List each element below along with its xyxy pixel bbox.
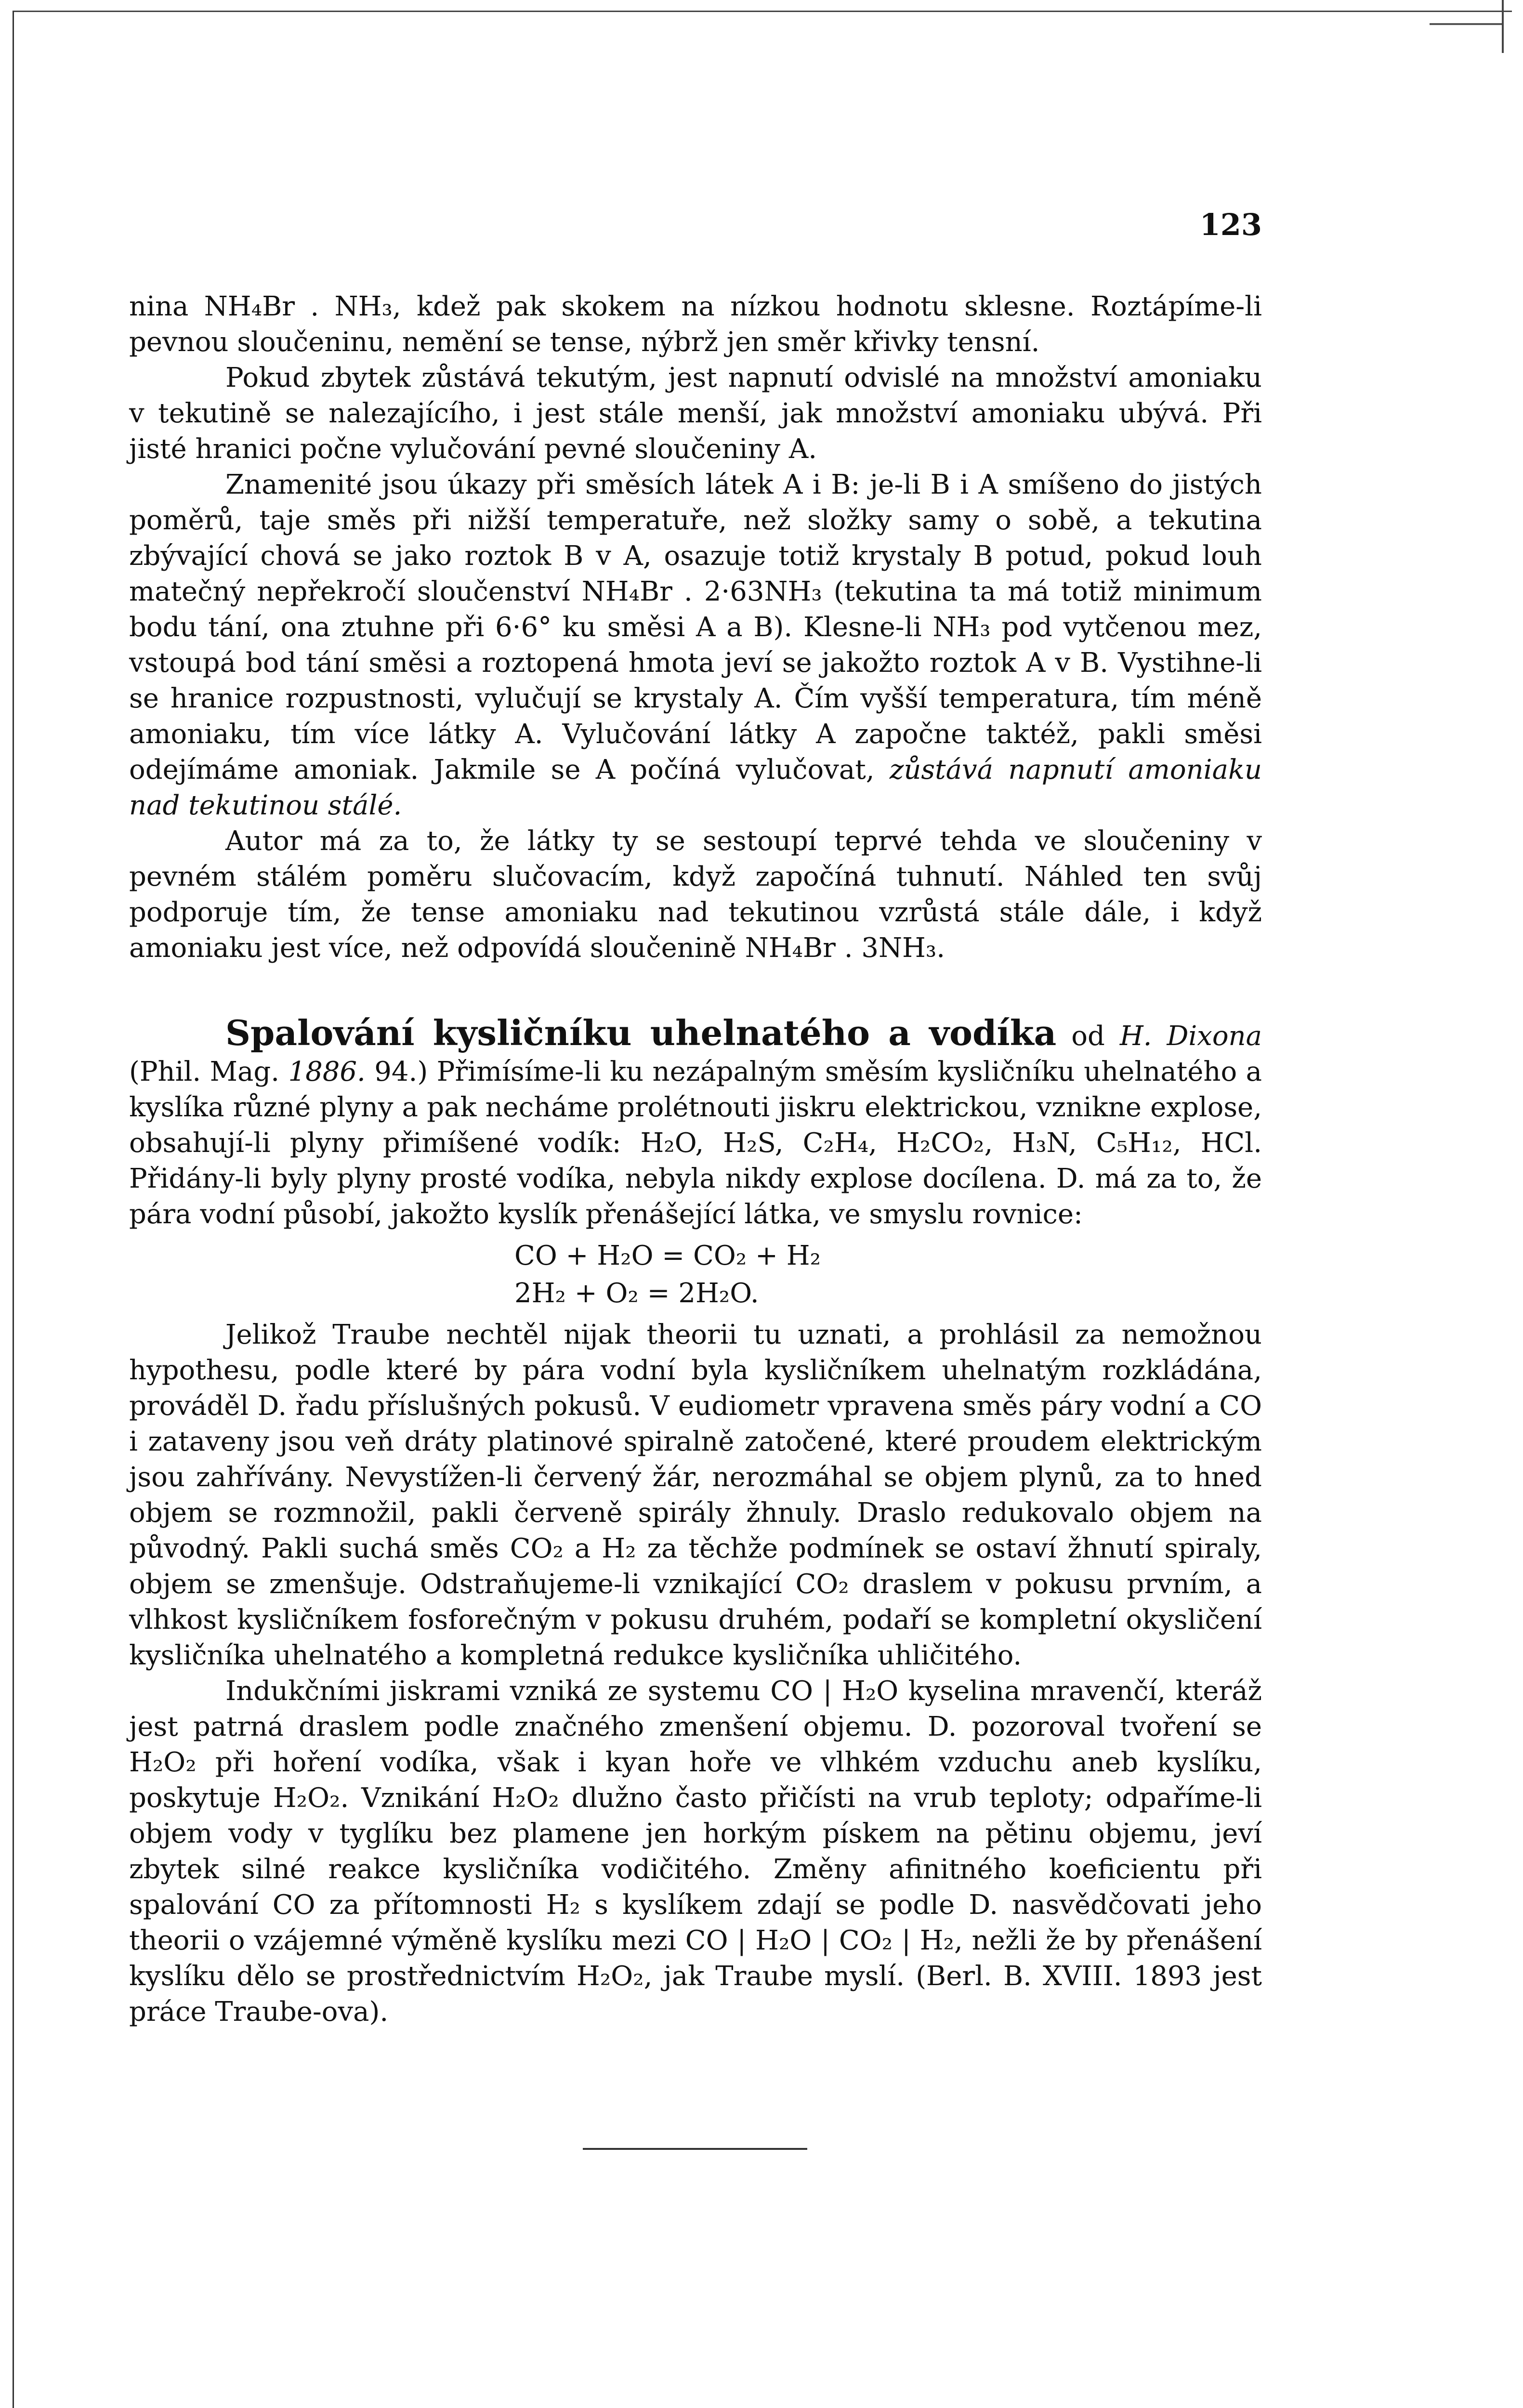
paragraph-continuation: nina NH₄Br . NH₃, kdež pak skokem na nízkou hodnotu sklesne. Roztápíme-li pevnou sloučeninu, nemění se tense, nýbrž jen směr křivky tensní. <box>129 291 1262 358</box>
equation-block <box>514 1237 1262 1312</box>
section-title: Spalování kysličníku uhelnatého a vodíka <box>225 1012 1057 1053</box>
text-block-upper <box>129 289 1262 966</box>
paragraph: Jelikož Traube nechtěl nijak theorii tu uznati, a prohlásil za nemožnou hypothesu, podle které by pára vodní byla kysličníkem uhelnatým rozkládána, prováděl D. řadu příslušných pokusů. V eudiometr vpravena směs páry vodní a CO i zataveny jsou veň dráty platinové spiralně zatočené, které proudem elektrickým jsou zahřívány. Nevystížen-li červený žár, nerozmáhal se objem plynů, za to hned objem se rozmnožil, pakli červeně spirály žhnuly. Draslo redukovalo objem na původný. Pakli suchá směs CO₂ a H₂ za těchže podmínek se ostaví žhnutí spiraly, objem se zmenšuje. Odstraňujeme-li vznikající CO₂ draslem v pokusu prvním, a vlhkost kysličníkem fosforečným v pokusu druhém, podaří se kompletní okysličení kysličníka uhelnatého a kompletná redukce kysličníka uhličitého. <box>129 1319 1262 1671</box>
paragraph: Autor má za to, že látky ty se sestoupí teprvé tehda ve sloučeniny v pevném stálém poměru slučovacím, když započíná tuhnutí. Náhled ten svůj podporuje tím, že tense amoniaku nad tekutinou vzrůstá stále dále, i když amoniaku jest více, než odpovídá sloučenině NH₄Br . 3NH₃. <box>129 825 1262 964</box>
text-block-lower <box>129 1012 1262 2030</box>
section-author: H. Dixona <box>1119 1021 1262 1052</box>
page-number: 123 <box>1199 207 1262 242</box>
paragraph: Indukčními jiskrami vzniká ze systemu CO | H₂O kyselina mravenčí, kteráž jest patrná draslem podle značného zmenšení objemu. D. pozoroval tvoření se H₂O₂ při hoření vodíka, však i kyan hoře ve vlhkém vzduchu aneb kyslíku, poskytuje H₂O₂. Vznikání H₂O₂ dlužno často přičísti na vrub teploty; odpaříme-li objem vody v tyglíku bez plamene jen horkým pískem na pětinu objemu, jeví zbytek silné reakce kysličníka vodičitého. Změny afinitného koeficientu při spalování CO za přítomnosti H₂ s kyslíkem zdají se podle D. nasvědčovati jeho theorii o vzájemné výměně kyslíku mezi CO | H₂O | CO₂ | H₂, nežli že by přenášení kyslíku dělo se prostřednictvím H₂O₂, jak Traube myslí. (Berl. B. XVIII. 1893 jest práce Traube-ova). <box>129 1675 1262 2028</box>
section-ref: (Phil. Mag. <box>129 1056 280 1087</box>
section-paragraph <box>129 1012 1262 1232</box>
equation-1: CO + H₂O = CO₂ + H₂ <box>514 1240 821 1271</box>
section-ref-year: 1886. <box>288 1056 366 1087</box>
paragraph <box>129 467 1262 824</box>
section-ref-page: 94.) <box>374 1056 428 1087</box>
paragraph-text: Znamenité jsou úkazy při směsích látek A i B: je-li B i A smíšeno do jistých poměrů, taje směs při nižší temperatuře, než složky samy o sobě, a tekutina zbývající chová se jako roztok B v A, osazuje totiž krystaly B potud, pokud louh matečný nepřekročí sloučenství NH₄Br . 2·63NH₃ (tekutina ta má totiž minimum bodu tání, ona ztuhne při 6·6° ku směsi A a B). Klesne-li NH₃ pod vytčenou mez, vstoupá bod tání směsi a roztopená hmota jeví se jakožto roztok A v B. Vystihne-li se hranice rozpustnosti, vylučují se krystaly A. Čím vyšší temperatura, tím méně amoniaku, tím více látky A. Vylučování látky A započne taktéž, pakli směsi odejímáme amoniak. Jakmile se A počíná vylučovat, <box>129 469 1262 785</box>
section-od: od <box>1071 1021 1105 1052</box>
paragraph: Pokud zbytek zůstává tekutým, jest napnutí odvislé na množství amoniaku v tekutině se nalezajícího, i jest stále menší, jak množství amoniaku ubývá. Při jisté hranici počne vylučování pevné sloučeniny A. <box>129 362 1262 465</box>
emphasis-text: zůstává napnutí amoniaku nad tekutinou stálé. <box>129 754 1262 821</box>
section-divider <box>583 2148 807 2150</box>
scan-corner-mark <box>1396 0 1504 53</box>
paragraph-text: Přimísíme-li ku nezápalným směsím kysličníku uhelnatého a kyslíka různé plyny a pak necháme prolétnouti jiskru elektrickou, vznikne explose, obsahují-li plyny přimíšené vodík: H₂O, H₂S, C₂H₄, H₂CO₂, H₃N, C₅H₁₂, HCl. Přidány-li byly plyny prosté vodíka, nebyla nikdy explose docílena. D. má za to, že pára vodní působí, jakožto kyslík přenášející látka, ve smyslu rovnice: <box>129 1056 1262 1230</box>
equation-2: 2H₂ + O₂ = 2H₂O. <box>514 1278 759 1309</box>
